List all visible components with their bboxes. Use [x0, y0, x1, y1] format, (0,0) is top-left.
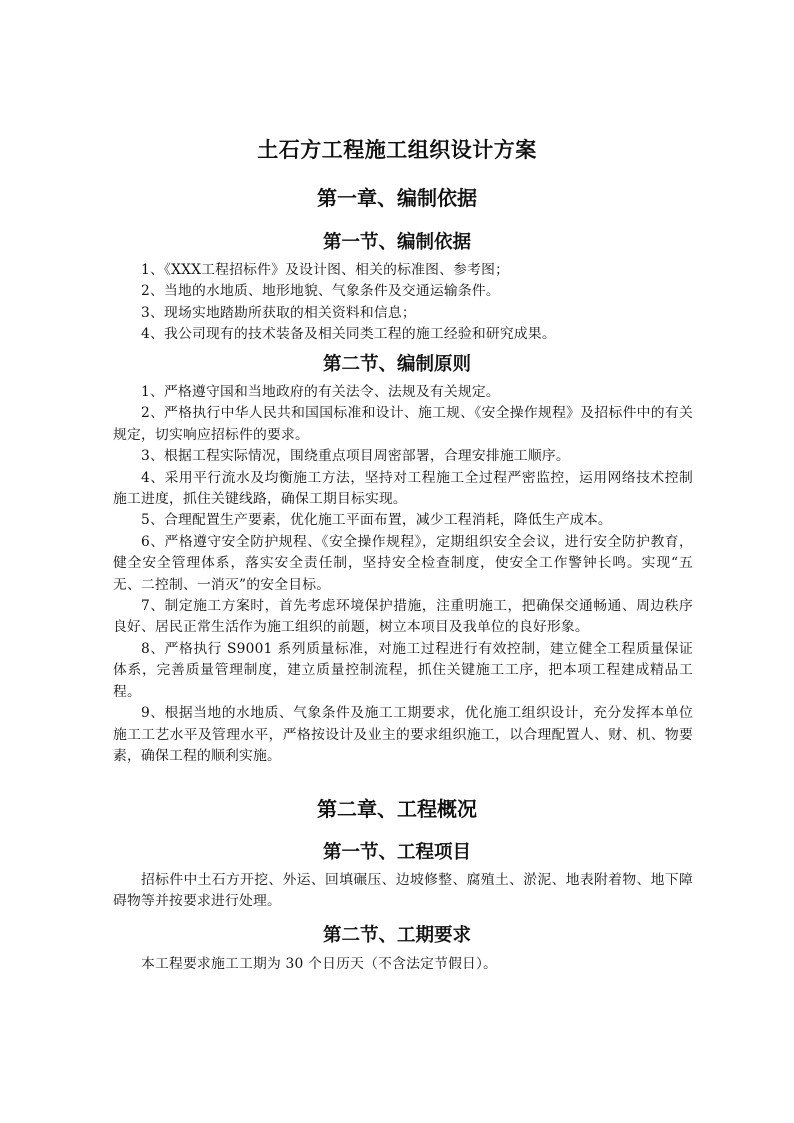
basis-list — [113, 260, 693, 346]
document-title: 土石方工程施工组织设计方案 — [257, 137, 537, 162]
schedule-text: 本工程要求施工工期为 30 个日历天（不含法定节假日）。 — [141, 956, 498, 972]
list-item: 2、当地的水地质、地形地貌、气象条件及交通运输条件。 — [141, 283, 500, 300]
list-item: 9、根据当地的水地质、气象条件及施工工期要求，优化施工组织设计，充分发挥本单位施工工艺水平及管理水平，严格按设计及业主的要求组织施工，以合理配置人、财、机、物要素，确保工程的顺利实施。 — [113, 705, 693, 764]
list-item: 1、《XXX工程招标件》及设计图、相关的标准图、参考图； — [141, 262, 510, 278]
chapter-2-section-1-heading: 第一节、工程项目 — [322, 842, 471, 863]
list-item: 6、严格遵守安全防护规程、《安全操作规程》，定期组织安全会议，进行安全防护教育，健全安全管理体系，落实安全责任制，坚持安全检查制度，使安全工作警钟长鸣。实现“五无、二控制、一消灭”的安全目标。 — [113, 533, 693, 593]
chapter-1-section-2-heading: 第二节、编制原则 — [322, 354, 471, 375]
list-item: 2、严格执行中华人民共和国国标准和设计、施工规、《安全操作规程》及招标件中的有关规定，切实响应招标件的要求。 — [113, 405, 693, 443]
project-scope-text: 招标件中土石方开挖、外运、回填碾压、边坡修整、腐殖土、淤泥、地表附着物、地下障碍物等并按要求进行处理。 — [113, 872, 693, 910]
list-item: 3、现场实地踏勘所获取的相关资料和信息； — [141, 304, 416, 321]
chapter-2-section-2-heading: 第二节、工期要求 — [322, 925, 471, 946]
list-item: 3、根据工程实际情况，围绕重点项目周密部署，合理安排施工顺序。 — [141, 448, 570, 465]
list-item: 5、合理配置生产要素，优化施工平面布置，减少工程消耗，降低生产成本。 — [141, 512, 612, 529]
chapter-1-heading: 第一章、编制依据 — [317, 186, 477, 210]
chapter-2-heading: 第二章、工程概况 — [317, 797, 477, 821]
chapter-1-section-1-heading: 第一节、编制依据 — [322, 232, 471, 253]
principles-list — [113, 382, 693, 767]
list-item: 1、严格遵守国和当地政府的有关法令、法规及有关规定。 — [141, 384, 500, 400]
list-item: 4、我公司现有的技术装备及相关同类工程的施工经验和研究成果。 — [141, 326, 556, 343]
list-item: 8、严格执行 S9001 系列质量标准，对施工过程进行有效控制，建立健全工程质量保证体系，完善质量管理制度，建立质量控制流程，抓住关键施工工序，把本项工程建成精品工程。 — [113, 640, 693, 700]
list-item: 4、采用平行流水及均衡施工方法，坚持对工程施工全过程严密监控，运用网络技术控制施工进度，抓住关键线路，确保工期目标实现。 — [113, 469, 693, 508]
list-item: 7、制定施工方案时，首先考虑环境保护措施，注重明施工，把确保交通畅通、周边秩序良好、居民正常生活作为施工组织的前题，树立本项目及我单位的良好形象。 — [113, 598, 693, 636]
